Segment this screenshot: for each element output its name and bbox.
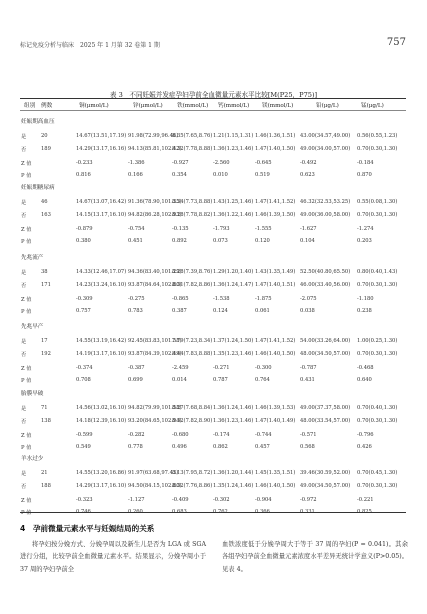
table-cell: 1.36(1.23,1.46) — [213, 418, 254, 424]
table-cell: 1.46(1.36,1.51) — [255, 133, 296, 139]
table-cell: 0.519 — [255, 172, 270, 178]
table-cell: 0.568 — [300, 444, 315, 450]
table-row — [0, 509, 427, 518]
row-group-cell: P 值 — [21, 173, 32, 179]
table-cell: -0.233 — [76, 160, 93, 166]
table-title: 表 3 不同妊娠并发症孕妇孕前全血微量元素水平比较[M(P25，P75)] — [109, 91, 318, 99]
table-cell: 91.97(63.68,97.43) — [128, 470, 179, 476]
table-cell: 14.29(13.17,16.10) — [76, 483, 127, 489]
table-cell: 0.496 — [172, 444, 187, 450]
table-cell: 8.31(7.82,8.86) — [172, 282, 213, 288]
table-cell: 0.70(0.30,1.30) — [357, 483, 398, 489]
table-cell: 0.862 — [213, 444, 228, 450]
table-cell: 1.47(1.40,1.49) — [255, 418, 296, 424]
table-cell: 8.32(7.76,8.86) — [172, 483, 213, 489]
table-cell: -0.374 — [76, 365, 93, 371]
table-cell: -0.492 — [300, 160, 317, 166]
table-row — [0, 377, 427, 386]
table-cell: 0.451 — [128, 238, 143, 244]
row-group-cell: Z 值 — [21, 433, 32, 439]
table-cell: -0.680 — [172, 432, 189, 438]
table-row — [0, 133, 427, 142]
table-cell: 0.783 — [128, 308, 143, 314]
table-cell: 14.67(13.07,16.42) — [76, 199, 127, 205]
table-cell: 14.55(13.19,16.42) — [76, 338, 127, 344]
table-cell: -0.275 — [128, 296, 145, 302]
table-cell: -0.174 — [213, 432, 230, 438]
section-title: 妊娠期高血压 — [21, 119, 55, 125]
table-cell: 1.36(1.24,1.47) — [213, 282, 254, 288]
table-row — [0, 269, 427, 278]
table-cell: 0.354 — [172, 172, 187, 178]
table-cell: 1.43(1.25,1.46) — [213, 199, 254, 205]
table-cell: -1.793 — [213, 226, 230, 232]
journal-header: 标记免疫分析与临床 2025 年 1 月第 32 卷第 1 期 — [20, 42, 160, 49]
table-cell: -0.744 — [255, 432, 272, 438]
row-group-cell: 否 — [21, 213, 27, 219]
row-group-cell: 否 — [21, 283, 27, 289]
table-cell: 0.764 — [255, 377, 270, 383]
table-cell: 8.27(7.68,8.84) — [172, 405, 213, 411]
table-cell: 94.36(83.40,101.29) — [128, 269, 182, 275]
table-cell: 0.010 — [213, 172, 228, 178]
table-cell: 8.32(7.78,8.88) — [172, 146, 213, 152]
table-cell: -0.787 — [300, 365, 317, 371]
table-cell: -2.075 — [300, 296, 317, 302]
table-cell: 0.038 — [300, 308, 315, 314]
table-cell: -0.796 — [357, 432, 374, 438]
table-cell: -0.879 — [76, 226, 93, 232]
table-cell: 0.762 — [213, 509, 228, 515]
table-cell: 43.00(34.57,49.00) — [300, 133, 351, 139]
table-cell: -0.754 — [128, 226, 145, 232]
table-cell: 93.20(84.65,102.94) — [128, 418, 182, 424]
section-title: 羊水过少 — [21, 456, 44, 462]
table-cell: 1.21(1.15,1.31) — [213, 133, 254, 139]
table-cell: 0.70(0.30,1.30) — [357, 351, 398, 357]
table-cell: 0.426 — [357, 444, 372, 450]
table-cell: 0.014 — [172, 377, 187, 383]
table-row — [0, 432, 427, 441]
table-cell: 94.82(86.28,102.93) — [128, 212, 182, 218]
table-cell: 8.28(7.78,8.82) — [172, 212, 213, 218]
table-cell: -0.323 — [76, 497, 93, 503]
column-header: 锌(μmol/L) — [133, 103, 163, 109]
section-title: 先兆流产 — [21, 255, 44, 261]
row-group-cell: Z 值 — [21, 297, 32, 303]
table-cell: 1.47(1.41,1.52) — [255, 199, 296, 205]
table-cell: 46.00(33.40,56.00) — [300, 282, 351, 288]
table-cell: 0.104 — [300, 238, 315, 244]
table-cell: 0.757 — [76, 308, 91, 314]
table-bottom-rule — [20, 512, 406, 513]
table-cell: 1.35(1.24,1.46) — [213, 483, 254, 489]
column-header: 锰(μg/L) — [361, 103, 384, 109]
table-cell: -1.274 — [357, 226, 374, 232]
table-cell: 49.00(37.37,58.00) — [300, 405, 351, 411]
table-cell: 8.28(7.39,8.76) — [172, 269, 213, 275]
row-group-cell: Z 值 — [21, 498, 32, 504]
row-group-cell: 是 — [21, 406, 27, 412]
paragraph-left: 将孕妇按分娩方式、分娩孕周以及新生儿是否为 LGA 或 SGA 进行分组，比较孕前全血微量元素水平。结果显示，分娩孕周小于 37 周的孕妇孕前全 — [20, 541, 206, 573]
table-cell: 1.43(1.35,1.49) — [255, 269, 296, 275]
table-row — [0, 405, 427, 414]
table-cell: 93.87(84.39,102.49) — [128, 351, 182, 357]
table-cell: -0.184 — [357, 160, 374, 166]
section-heading: 4 孕前微量元素水平与妊娠结局的关系 — [20, 524, 155, 533]
table-cell: -0.409 — [172, 497, 189, 503]
table-cell: 0.683 — [172, 509, 187, 515]
table-row — [0, 226, 427, 235]
table-cell: 8.35(7.65,8.76) — [172, 133, 213, 139]
table-cell: 0.80(0.40,1.43) — [357, 269, 398, 275]
row-group-cell: Z 值 — [21, 161, 32, 167]
table-cell: 0.787 — [213, 377, 228, 383]
section-title: 胎膜早破 — [21, 391, 44, 397]
row-count-cell: 192 — [41, 351, 51, 357]
row-group-cell: Z 值 — [21, 227, 32, 233]
column-header: 铁(mmol/L) — [177, 103, 209, 109]
table-cell: -1.555 — [255, 226, 272, 232]
table-cell: -0.645 — [255, 160, 272, 166]
table-cell: 8.32(7.82,8.90) — [172, 418, 213, 424]
table-cell: 46.32(32.53,53.25) — [300, 199, 351, 205]
table-cell: 0.203 — [357, 238, 372, 244]
table-cell: 0.260 — [128, 509, 143, 515]
table-cell: 0.70(0.45,1.30) — [357, 470, 398, 476]
table-row — [0, 160, 427, 169]
table-cell: 0.120 — [255, 238, 270, 244]
table-cell: 1.36(1.20,1.44) — [213, 470, 254, 476]
table-cell: 1.47(1.41,1.52) — [255, 338, 296, 344]
table-cell: -1.627 — [300, 226, 317, 232]
row-group-cell: 否 — [21, 147, 27, 153]
table-cell: 0.870 — [357, 172, 372, 178]
table-row — [0, 296, 427, 305]
table-cell: 0.238 — [357, 308, 372, 314]
table-cell: -1.538 — [213, 296, 230, 302]
table-cell: 94.13(85.81,102.42) — [128, 146, 182, 152]
table-cell: 1.46(1.40,1.50) — [255, 483, 296, 489]
row-count-cell: 20 — [41, 133, 48, 139]
table-cell: 49.00(36.00,58.00) — [300, 212, 351, 218]
table-cell: 8.13(7.95,8.72) — [172, 470, 213, 476]
table-row — [0, 282, 427, 291]
row-count-cell: 171 — [41, 282, 51, 288]
table-cell: 1.00(0.25,1.30) — [357, 338, 398, 344]
table-cell: 0.549 — [76, 444, 91, 450]
table-cell: 0.640 — [357, 377, 372, 383]
row-group-cell: 是 — [21, 471, 27, 477]
table-cell: 14.19(13.17,16.10) — [76, 351, 127, 357]
row-count-cell: 163 — [41, 212, 51, 218]
table-cell: 1.37(1.24,1.50) — [213, 338, 254, 344]
section-title: 先兆早产 — [21, 324, 44, 330]
table-cell: 0.073 — [213, 238, 228, 244]
table-cell: 14.23(13.24,16.10) — [76, 282, 127, 288]
table-header-rule — [20, 110, 406, 111]
table-row — [0, 418, 427, 427]
table-cell: 0.331 — [300, 509, 315, 515]
row-group-cell: P 值 — [21, 445, 32, 451]
row-count-cell: 138 — [41, 418, 51, 424]
table-row — [0, 338, 427, 347]
table-cell: 8.44(7.83,8.88) — [172, 351, 213, 357]
column-header: 铅(μg/L) — [316, 103, 339, 109]
table-cell: 1.46(1.40,1.50) — [255, 351, 296, 357]
table-row — [0, 146, 427, 155]
table-cell: 91.36(78.90,101.35) — [128, 199, 182, 205]
row-group-cell: Z 值 — [21, 366, 32, 372]
table-cell: 7.79(7.23,8.34) — [172, 338, 213, 344]
table-cell: -0.309 — [76, 296, 93, 302]
table-cell: 0.70(0.30,1.30) — [357, 282, 398, 288]
table-cell: 1.35(1.23,1.46) — [213, 351, 254, 357]
table-row — [0, 497, 427, 506]
table-cell: -0.468 — [357, 365, 374, 371]
table-cell: -0.387 — [128, 365, 145, 371]
table-cell: 91.98(72.99,96.46) — [128, 133, 179, 139]
table-cell: 0.380 — [76, 238, 91, 244]
row-group-cell: 是 — [21, 339, 27, 345]
table-cell: -0.282 — [128, 432, 145, 438]
paragraph-right: 血铁浓度低于分娩孕周大于等于 37 周的孕妇(P = 0.041)。其余各组孕妇孕前全血微量元素浓度水平差异无统计学意义(P>0.05)。见表 4。 — [222, 541, 408, 573]
row-count-cell: 188 — [41, 483, 51, 489]
table-cell: 1.46(1.39,1.50) — [255, 212, 296, 218]
table-row — [0, 172, 427, 181]
table-row — [0, 365, 427, 374]
table-cell: 52.50(40.80,65.50) — [300, 269, 351, 275]
table-cell: 14.56(13.02,16.10) — [76, 405, 127, 411]
row-group-cell: 否 — [21, 484, 27, 490]
row-group-cell: 否 — [21, 352, 27, 358]
column-header: 镁(mmol/L) — [262, 103, 294, 109]
table-row — [0, 470, 427, 479]
column-header: 组别 — [24, 103, 36, 109]
column-header: 例数 — [41, 103, 53, 109]
table-cell: 1.46(1.39,1.53) — [255, 405, 296, 411]
table-cell: -0.599 — [76, 432, 93, 438]
table-cell: -0.302 — [213, 497, 230, 503]
table-cell: 0.387 — [172, 308, 187, 314]
table-cell: -1.180 — [357, 296, 374, 302]
table-cell: 0.457 — [255, 444, 270, 450]
table-cell: 0.431 — [300, 377, 315, 383]
table-row — [0, 212, 427, 221]
row-count-cell: 21 — [41, 470, 48, 476]
table-cell: 0.699 — [128, 377, 143, 383]
row-group-cell: P 值 — [21, 239, 32, 245]
table-cell: 54.00(33.26,64.00) — [300, 338, 351, 344]
row-count-cell: 71 — [41, 405, 48, 411]
row-group-cell: P 值 — [21, 309, 32, 315]
table-row — [0, 483, 427, 492]
table-cell: 0.623 — [300, 172, 315, 178]
table-cell: 0.70(0.30,1.30) — [357, 146, 398, 152]
table-cell: 1.47(1.40,1.51) — [255, 282, 296, 288]
table-cell: 0.124 — [213, 308, 228, 314]
table-cell: 48.00(33.54,57.00) — [300, 418, 351, 424]
table-cell: 1.45(1.35,1.51) — [255, 470, 296, 476]
page-number: 757 — [386, 37, 406, 48]
row-count-cell: 46 — [41, 199, 48, 205]
table-cell: 14.67(13.51,17.19) — [76, 133, 127, 139]
table-cell: 0.061 — [255, 308, 270, 314]
table-row — [0, 308, 427, 317]
table-cell: 0.70(0.30,1.30) — [357, 212, 398, 218]
table-cell: -0.271 — [213, 365, 230, 371]
row-group-cell: 是 — [21, 134, 27, 140]
table-cell: 14.33(12.46,17.07) — [76, 269, 127, 275]
table-cell: 0.366 — [255, 509, 270, 515]
table-cell: 92.45(83.83,101.58) — [128, 338, 182, 344]
row-group-cell: 否 — [21, 419, 27, 425]
table-cell: -1.875 — [255, 296, 272, 302]
table-row — [0, 238, 427, 247]
table-cell: -0.865 — [172, 296, 189, 302]
table-cell: 0.55(0.08,1.30) — [357, 199, 398, 205]
row-group-cell: P 值 — [21, 510, 32, 516]
table-cell: 0.892 — [172, 238, 187, 244]
row-count-cell: 38 — [41, 269, 48, 275]
table-cell: -0.972 — [300, 497, 317, 503]
table-cell: 49.00(34.00,57.00) — [300, 146, 351, 152]
table-cell: -0.571 — [300, 432, 317, 438]
table-cell: -0.904 — [255, 497, 272, 503]
table-cell: 1.36(1.24,1.46) — [213, 405, 254, 411]
table-cell: 0.778 — [128, 444, 143, 450]
table-cell: 1.36(1.22,1.46) — [213, 212, 254, 218]
table-cell: -0.135 — [172, 226, 189, 232]
row-group-cell: 是 — [21, 200, 27, 206]
table-cell: -2.560 — [213, 160, 230, 166]
table-cell: 0.70(0.30,1.30) — [357, 418, 398, 424]
table-cell: 48.00(34.50,57.00) — [300, 351, 351, 357]
table-cell: 0.56(0.55,1.23) — [357, 133, 398, 139]
table-cell: 0.746 — [76, 509, 91, 515]
row-count-cell: 17 — [41, 338, 48, 344]
table-cell: 1.29(1.20,1.40) — [213, 269, 254, 275]
table-cell: 0.816 — [76, 172, 91, 178]
section-title: 妊娠期糖尿病 — [21, 185, 55, 191]
table-cell: 93.87(84.64,102.80) — [128, 282, 182, 288]
table-top-rule — [20, 98, 406, 99]
table-cell: 14.18(12.39,16.10) — [76, 418, 127, 424]
table-cell: 14.15(13.17,16.10) — [76, 212, 127, 218]
table-cell: 94.50(84.15,102.80) — [128, 483, 182, 489]
table-row — [0, 199, 427, 208]
table-cell: -1.386 — [128, 160, 145, 166]
table-cell: 49.00(34.50,57.00) — [300, 483, 351, 489]
row-group-cell: 是 — [21, 270, 27, 276]
table-cell: 94.82(79.99,101.58) — [128, 405, 182, 411]
table-cell: 14.55(13.20,16.86) — [76, 470, 127, 476]
table-cell: -0.927 — [172, 160, 189, 166]
table-cell: 39.46(30.59,52.00) — [300, 470, 351, 476]
table-cell: 0.825 — [357, 509, 372, 515]
table-cell: -0.300 — [255, 365, 272, 371]
table-cell: 1.36(1.23,1.46) — [213, 146, 254, 152]
row-group-cell: P 值 — [21, 378, 32, 384]
column-header: 钙(mmol/L) — [218, 103, 250, 109]
table-cell: -1.127 — [128, 497, 145, 503]
table-cell: -2.459 — [172, 365, 189, 371]
table-cell: 14.29(13.17,16.16) — [76, 146, 127, 152]
table-cell: 0.166 — [128, 172, 143, 178]
table-cell: 0.708 — [76, 377, 91, 383]
row-count-cell: 189 — [41, 146, 51, 152]
table-row — [0, 444, 427, 453]
table-cell: -0.221 — [357, 497, 374, 503]
column-header: 铜(μmol/L) — [79, 103, 109, 109]
table-row — [0, 351, 427, 360]
table-cell: 1.47(1.40,1.50) — [255, 146, 296, 152]
table-cell: 8.34(7.73,8.88) — [172, 199, 213, 205]
table-cell: 0.70(0.40,1.30) — [357, 405, 398, 411]
